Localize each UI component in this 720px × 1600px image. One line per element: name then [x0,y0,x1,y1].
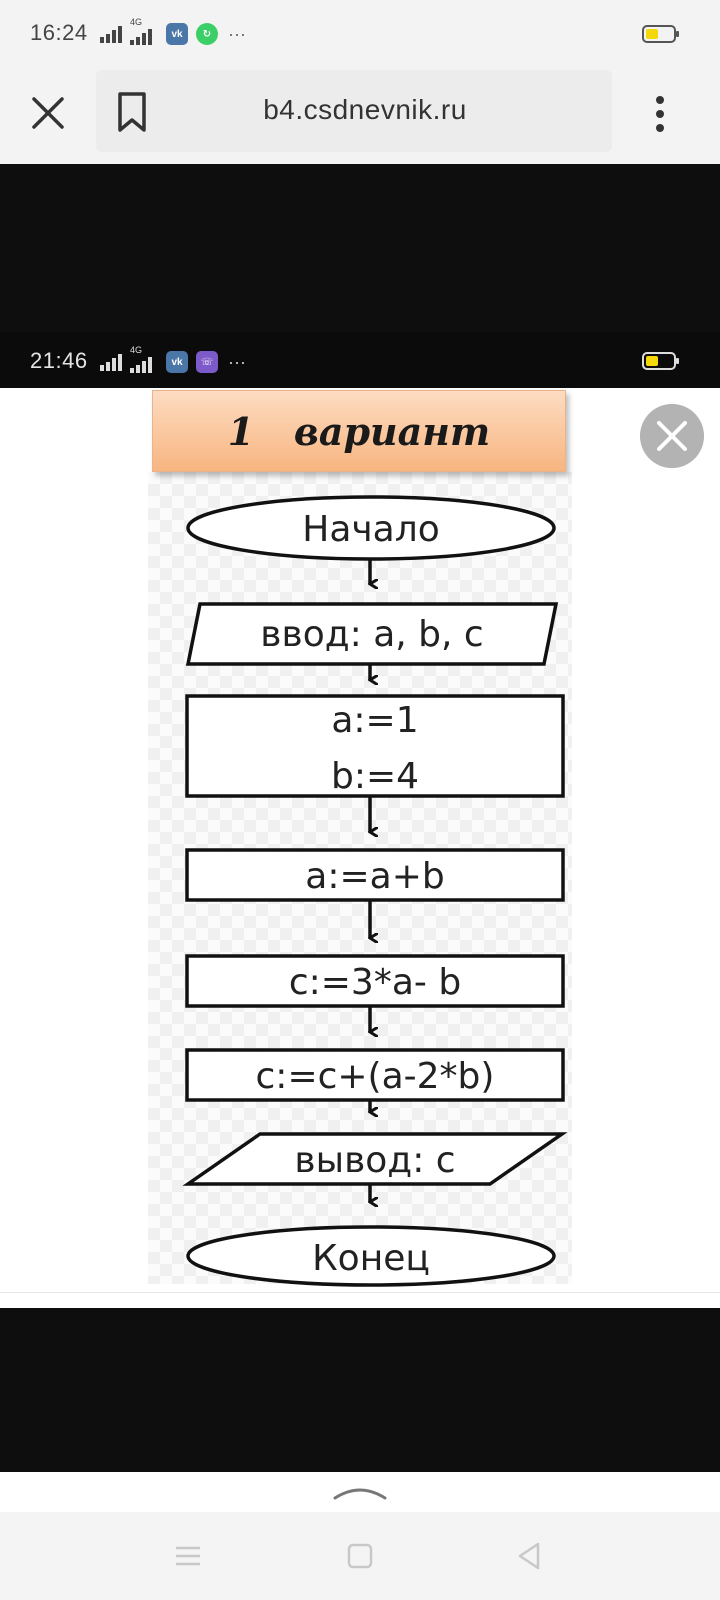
signal-bars-icon [100,353,122,371]
viewed-image [0,388,720,1292]
step1-label: a:=a+b [305,856,445,897]
assign-label-a: a:=1 [331,700,419,741]
sync-icon: ↻ [196,23,218,45]
more-vert-icon[interactable] [648,94,672,134]
viber-icon: ☏ [196,351,218,373]
status-bar [0,0,720,68]
menu-icon[interactable] [168,1536,208,1576]
browser-toolbar [0,68,720,164]
step2-label: c:=3*a- b [288,962,462,1003]
more-notifications-icon: ··· [228,24,246,44]
status-time: 16:24 [30,20,88,45]
input-label: ввод: a, b, c [260,614,484,655]
system-navigation-bar [0,1512,720,1600]
signal-4g-icon: 4G [130,23,158,45]
end-label: Конец [312,1238,430,1279]
chevron-up-icon[interactable] [333,1480,387,1502]
divider [0,1292,720,1309]
bookmark-icon[interactable] [112,90,152,134]
battery-icon [642,25,676,43]
status-icons [100,17,246,46]
step3-label: c:=c+(a-2*b) [255,1056,495,1097]
image-viewer-backdrop-bottom [0,1308,720,1472]
embedded-status-bar [0,332,720,388]
close-icon[interactable] [28,93,68,133]
url-text[interactable]: b4.csdnevnik.ru [263,94,467,125]
signal-bars-icon [100,25,122,43]
assign-label-b: b:=4 [330,756,420,797]
output-label: вывод: с [294,1140,456,1181]
start-label: Начало [302,509,440,550]
battery-icon [642,352,676,370]
flowchart [0,388,720,1292]
vk-icon: vk [166,351,188,373]
status-icons [100,345,246,374]
status-time: 21:46 [30,348,88,373]
home-icon[interactable] [340,1536,380,1576]
variant-title: 1 вариант [227,408,491,454]
signal-4g-icon: 4G [130,351,158,373]
vk-icon: vk [166,23,188,45]
expand-handle [0,1472,720,1512]
back-icon[interactable] [510,1536,550,1576]
image-viewer-backdrop-top [0,164,720,332]
close-viewer-icon[interactable] [640,404,704,468]
more-notifications-icon: ··· [228,352,246,372]
